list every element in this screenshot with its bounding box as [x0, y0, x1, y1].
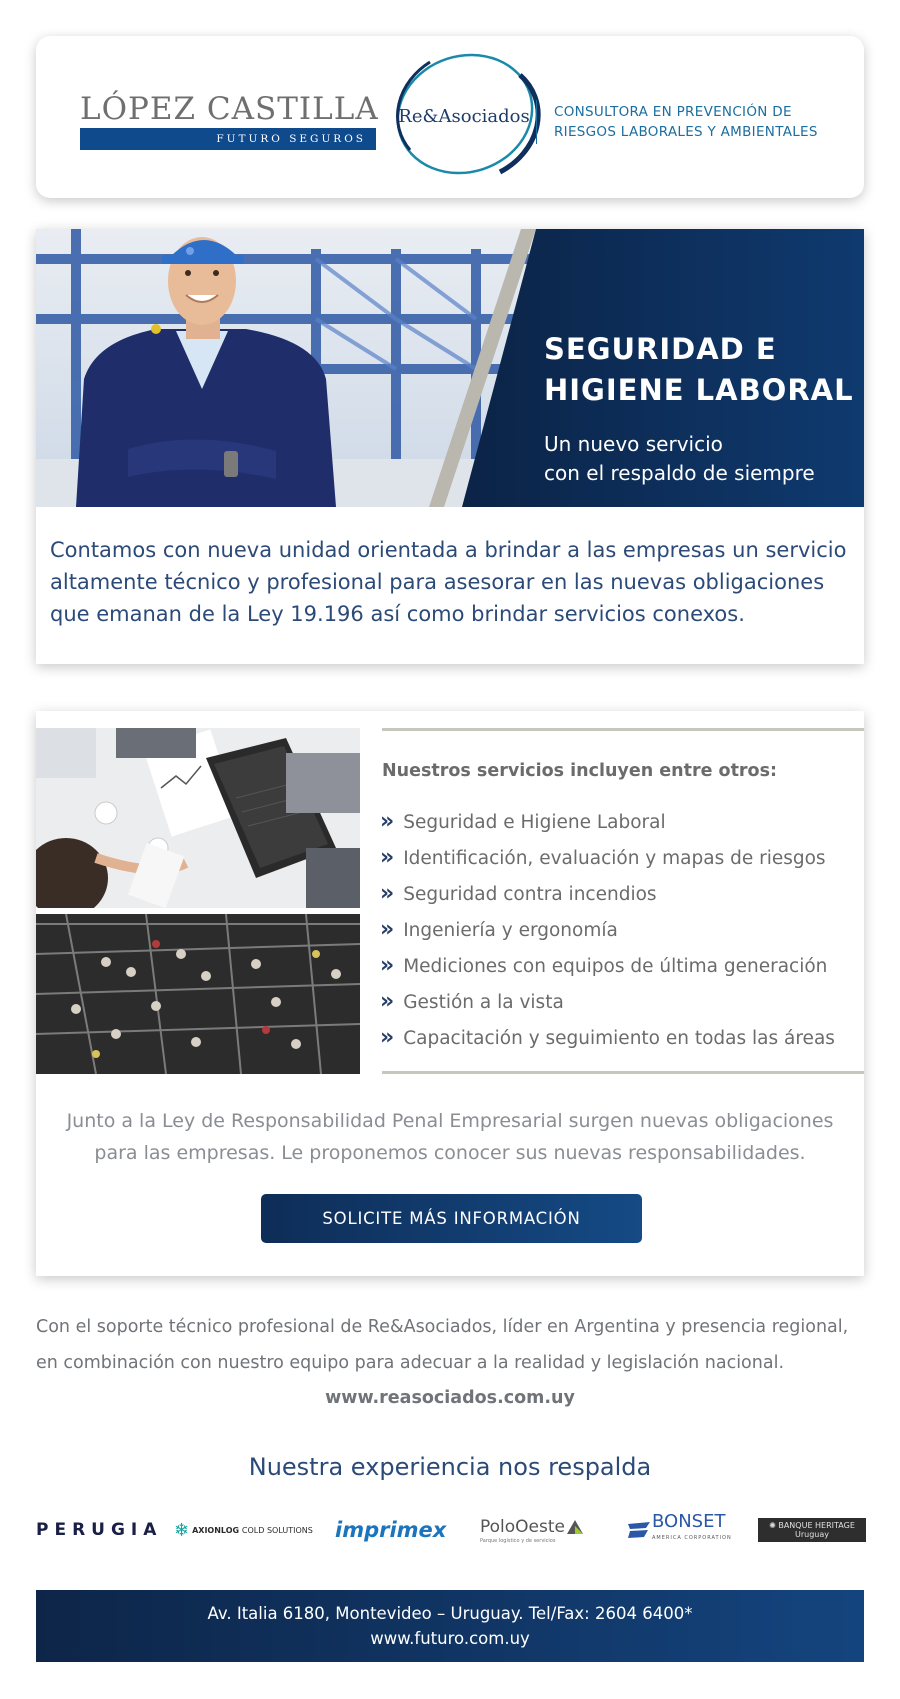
re-asociados-name: Re&Asociados — [398, 106, 530, 127]
header-divider — [536, 100, 537, 144]
footer-address: Av. Italia 6180, Montevideo – Uruguay. Tel/Fax: 2604 6400* — [207, 1604, 693, 1623]
list-item: » Capacitación y seguimiento en todas las áreas — [380, 1025, 835, 1050]
request-info-button[interactable]: SOLICITE MÁS INFORMACIÓN — [261, 1194, 642, 1243]
list-item: » Seguridad e Higiene Laboral — [380, 809, 666, 834]
services-bottom-rule — [382, 1071, 864, 1074]
list-item: » Seguridad contra incendios — [380, 881, 657, 906]
list-item: » Mediciones con equipos de última generación — [380, 953, 828, 978]
bonset-wing-icon — [626, 1520, 652, 1540]
hero-banner — [36, 229, 864, 507]
double-chevron-right-icon: » — [380, 881, 395, 906]
services-list — [380, 804, 860, 1056]
services-heading: Nuestros servicios incluyen entre otros: — [382, 761, 777, 781]
double-chevron-right-icon: » — [380, 989, 395, 1014]
double-chevron-right-icon: » — [380, 953, 395, 978]
footer-website-link[interactable]: www.futuro.com.uy — [370, 1629, 530, 1648]
polo-oeste-logo: PoloOeste Parque logístico y de servicios — [480, 1508, 598, 1552]
client-logos — [36, 1508, 866, 1552]
lopez-castilla-name: LÓPEZ CASTILLA — [80, 91, 379, 127]
perugia-logo: PERUGIA — [36, 1520, 163, 1540]
reasociados-link[interactable]: www.reasociados.com.uy — [325, 1388, 575, 1408]
list-item: » Ingeniería y ergonomía — [380, 917, 618, 942]
header-card — [36, 36, 864, 198]
futuro-seguros-bar: FUTURO SEGUROS — [80, 128, 376, 150]
banque-heritage-emblem-icon: ✺ — [769, 1521, 779, 1530]
footer — [36, 1590, 864, 1662]
hero-body-text: Contamos con nueva unidad orientada a brindar a las empresas un servicio altamente técnico y profesional para asesorar en las nuevas obligaciones que emanan de la Ley 19.196 así como brindar servicios conexos. — [50, 538, 847, 626]
re-asociados-logo[interactable] — [370, 50, 560, 182]
support-text: Con el soporte técnico profesional de Re&Asociados, líder en Argentina y presencia regional, en combinación con nuestro equipo para adecuar a la realidad y legislación nacional. — [36, 1317, 849, 1373]
lopez-castilla-logo[interactable] — [80, 91, 379, 150]
double-chevron-right-icon: » — [380, 809, 395, 834]
responsibility-note: Junto a la Ley de Responsabilidad Penal Empresarial surgen nuevas obligaciones para las empresas. Le proponemos conocer sus nuevas responsabilidades. — [66, 1110, 834, 1164]
axionlog-logo: ❄ AXIONLOG COLD SOLUTIONS — [174, 1519, 313, 1541]
services-top-rule — [382, 728, 864, 731]
staircase-crowd-photo — [36, 914, 360, 1074]
list-item: » Identificación, evaluación y mapas de riesgos — [380, 845, 826, 870]
double-chevron-right-icon: » — [380, 917, 395, 942]
experience-title: Nuestra experiencia nos respalda — [248, 1453, 652, 1481]
consultora-tagline: CONSULTORA EN PREVENCIÓN DE RIESGOS LABORALES Y AMBIENTALES — [554, 104, 818, 140]
imprimex-logo: imprimex — [335, 1518, 447, 1542]
polo-oeste-triangle-icon — [565, 1519, 585, 1535]
meeting-table-illustration — [36, 728, 360, 908]
hero-card — [36, 229, 864, 664]
double-chevron-right-icon: » — [380, 1025, 395, 1050]
list-item: » Gestión a la vista — [380, 989, 564, 1014]
hero-title: SEGURIDAD E HIGIENE LABORAL — [544, 332, 854, 407]
snowflake-icon: ❄ — [174, 1519, 190, 1541]
bonset-logo: BONSET AMERICA CORPORATION — [626, 1508, 738, 1552]
services-card — [36, 711, 864, 1276]
banque-heritage-logo: ✺ BANQUE HERITAGE Uruguay — [758, 1518, 866, 1542]
double-chevron-right-icon: » — [380, 845, 395, 870]
hero-subtitle: Un nuevo servicio con el respaldo de siempre — [544, 432, 815, 485]
staircase-crowd-illustration — [36, 914, 360, 1074]
meeting-photo — [36, 728, 360, 908]
